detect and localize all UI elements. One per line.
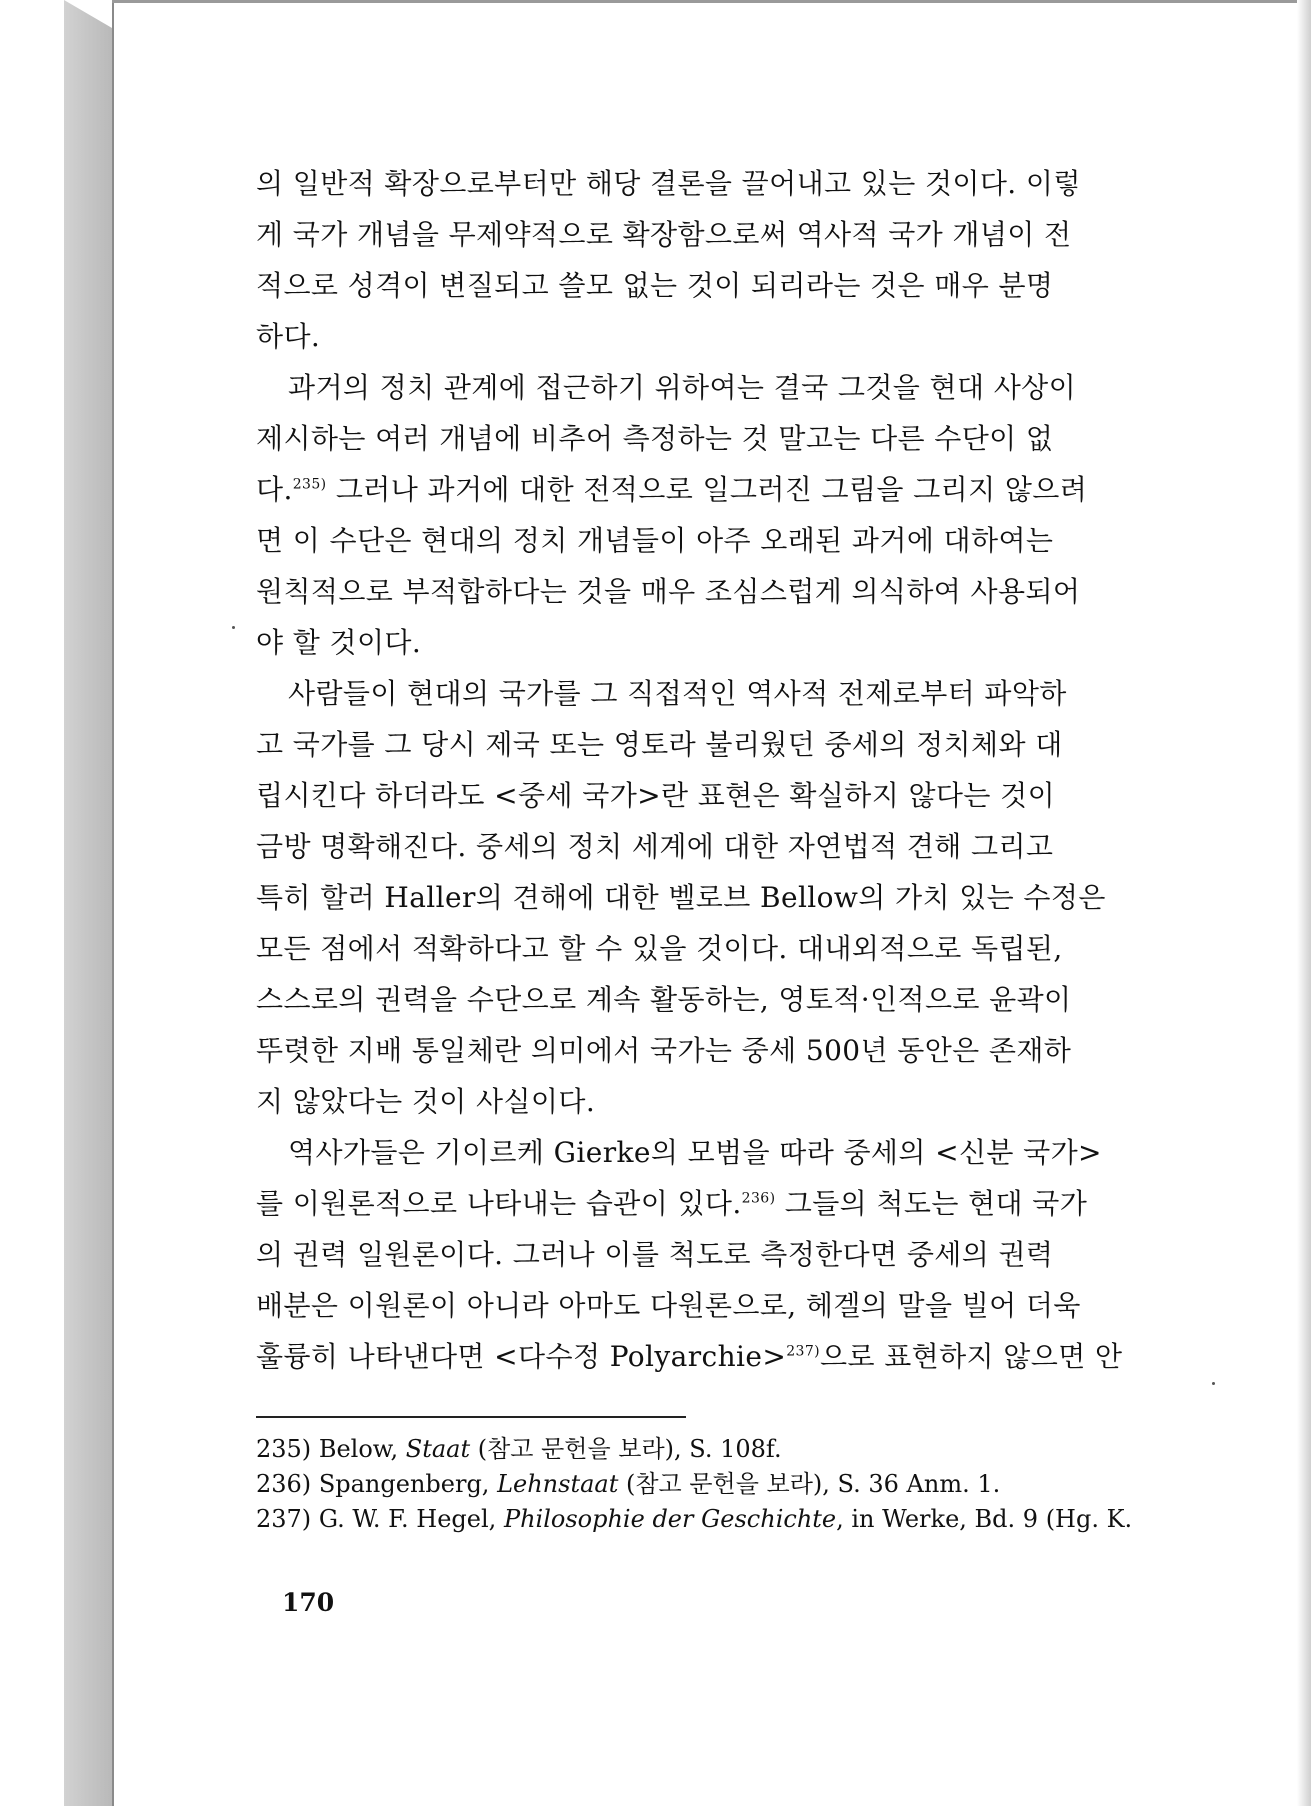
text-line: 과거의 정치 관계에 접근하기 위하여는 결국 그것을 현대 사상이 — [288, 371, 1077, 404]
footnote-number: 237) — [256, 1505, 312, 1533]
text-line-with-ref — [256, 1178, 1146, 1229]
footnote-237 — [256, 1502, 1156, 1537]
body-text — [256, 158, 1146, 1382]
text-fragment: 훌륭히 나타낸다면 <다수정 Polyarchie> — [256, 1340, 787, 1373]
text-line: 면 이 수단은 현대의 정치 개념들이 아주 오래된 과거에 대하여는 — [256, 524, 1054, 557]
footnote-ref-237: 237) — [786, 1343, 821, 1360]
footnote-number: 235) — [256, 1435, 312, 1463]
text-fragment: 그들의 척도는 현대 국가 — [784, 1187, 1088, 1220]
text-line: 고 국가를 그 당시 제국 또는 영토라 불리웠던 중세의 정치체와 대 — [256, 728, 1063, 761]
footnote-author: Spangenberg, — [318, 1470, 490, 1498]
page-number: 170 — [282, 1588, 335, 1617]
text-line: 게 국가 개념을 무제약적으로 확장함으로써 역사적 국가 개념이 전 — [256, 218, 1072, 251]
text-fragment: 다. — [256, 473, 293, 506]
footnote-title: Philosophie der Geschichte — [503, 1505, 837, 1533]
footnote-236 — [256, 1467, 1156, 1502]
footnote-rest: (참고 문헌을 보라), S. 108f. — [477, 1435, 782, 1463]
text-line: 역사가들은 기이르케 Gierke의 모범을 따라 중세의 <신분 국가> — [288, 1136, 1102, 1169]
paragraph-4 — [256, 1127, 1146, 1382]
text-line: 의 일반적 확장으로부터만 해당 결론을 끌어내고 있는 것이다. 이렇 — [256, 167, 1081, 200]
footnote-235 — [256, 1432, 1156, 1467]
text-fragment: 를 이원론적으로 나타내는 습관이 있다. — [256, 1187, 742, 1220]
scan-speck — [1212, 1382, 1215, 1385]
text-line: 하다. — [256, 320, 321, 353]
text-line: 배분은 이원론이 아니라 아마도 다원론으로, 헤겔의 말을 빌어 더욱 — [256, 1289, 1081, 1322]
text-line: 뚜렷한 지배 통일체란 의미에서 국가는 중세 500년 동안은 존재하 — [256, 1034, 1072, 1067]
footnote-number: 236) — [256, 1470, 312, 1498]
text-line: 야 할 것이다. — [256, 626, 422, 659]
text-line: 특히 할러 Haller의 견해에 대한 벨로브 Bellow의 가치 있는 수정은 — [256, 881, 1106, 914]
text-line: 지 않았다는 것이 사실이다. — [256, 1085, 596, 1118]
footnote-author: Below, — [318, 1435, 399, 1463]
scan-speck — [232, 626, 235, 629]
footnote-rest: (참고 문헌을 보라), S. 36 Anm. 1. — [626, 1470, 1001, 1498]
text-fragment: 으로 표현하지 않으면 안 — [820, 1340, 1123, 1373]
text-line: 원칙적으로 부적합하다는 것을 매우 조심스럽게 의식하여 사용되어 — [256, 575, 1081, 608]
text-line: 적으로 성격이 변질되고 쓸모 없는 것이 되리라는 것은 매우 분명 — [256, 269, 1054, 302]
text-line: 립시킨다 하더라도 <중세 국가>란 표현은 확실하지 않다는 것이 — [256, 779, 1056, 812]
spine-top-corner — [64, 0, 112, 28]
paragraph-2 — [256, 362, 1146, 668]
text-line: 사람들이 현대의 국가를 그 직접적인 역사적 전제로부터 파악하 — [288, 677, 1067, 710]
footnote-title: Staat — [405, 1435, 471, 1463]
text-line: 제시하는 여러 개념에 비추어 측정하는 것 말고는 다른 수단이 없 — [256, 422, 1054, 455]
text-line-with-ref — [256, 1331, 1146, 1382]
footnote-author: G. W. F. Hegel, — [318, 1505, 497, 1533]
paragraph-3 — [256, 668, 1146, 1127]
text-line: 금방 명확해진다. 중세의 정치 세계에 대한 자연법적 견해 그리고 — [256, 830, 1054, 863]
footnote-ref-236: 236) — [741, 1190, 776, 1207]
text-line: 의 권력 일원론이다. 그러나 이를 척도로 측정한다면 중세의 권력 — [256, 1238, 1054, 1271]
text-line: 모든 점에서 적확하다고 할 수 있을 것이다. 대내외적으로 독립된, — [256, 932, 1063, 965]
paragraph-1 — [256, 158, 1146, 362]
footnote-divider — [256, 1416, 686, 1418]
book-spine — [64, 0, 112, 1806]
text-line: 스스로의 권력을 수단으로 계속 활동하는, 영토적·인적으로 윤곽이 — [256, 983, 1072, 1016]
footnote-title: Lehnstaat — [497, 1470, 619, 1498]
footnote-rest: , in Werke, Bd. 9 (Hg. K. — [836, 1505, 1133, 1533]
footnote-ref-235: 235) — [292, 476, 327, 493]
text-line-with-ref — [256, 464, 1146, 515]
page-right-shadow — [1297, 0, 1311, 1806]
footnotes — [256, 1432, 1156, 1537]
text-fragment: 그러나 과거에 대한 전적으로 일그러진 그림을 그리지 않으려 — [335, 473, 1088, 506]
